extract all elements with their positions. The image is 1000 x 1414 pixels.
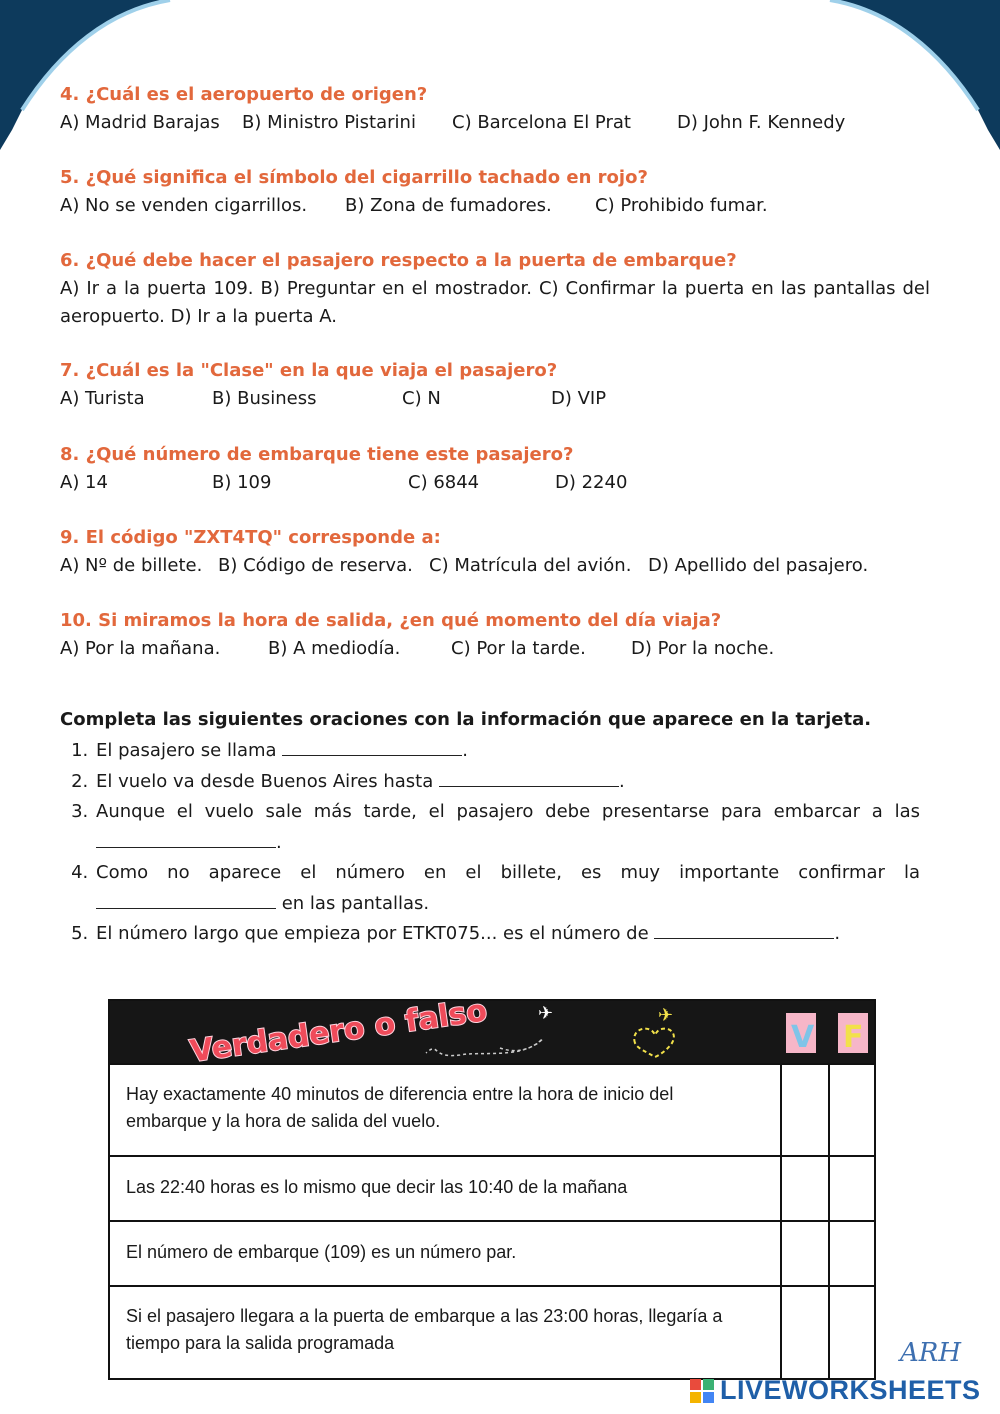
true-checkbox[interactable] (782, 1222, 828, 1285)
signature: ARH (900, 1338, 962, 1368)
complete-list (60, 736, 920, 950)
complete-item (94, 767, 920, 798)
option-c[interactable]: C) Matrícula del avión. (429, 555, 632, 576)
table-row (110, 1155, 874, 1222)
option-c[interactable]: C) Por la tarde. (451, 638, 586, 659)
complete-item (94, 797, 920, 858)
complete-item (94, 736, 920, 767)
table-row (110, 1220, 874, 1287)
question-title: 6. ¿Qué debe hacer el pasajero respecto a la puerta de embarque? (60, 250, 737, 271)
tf-heading: Verdadero o falso (187, 1001, 490, 1063)
option-c[interactable]: C) Barcelona El Prat (452, 112, 631, 133)
false-checkbox[interactable] (830, 1065, 874, 1155)
answer-blank[interactable] (96, 829, 276, 848)
false-checkbox[interactable] (830, 1222, 874, 1285)
true-checkbox[interactable] (782, 1287, 828, 1378)
question-options (60, 192, 930, 220)
option-a[interactable]: A) 14 (60, 472, 108, 493)
question-title: 9. El código "ZXT4TQ" corresponde a: (60, 527, 441, 548)
false-checkbox[interactable] (830, 1287, 874, 1378)
sentence-text: Aunque el vuelo sale más tarde, el pasajero debe presentarse para embarcar a las (96, 801, 920, 822)
option-c[interactable]: C) Prohibido fumar. (595, 195, 768, 216)
option-d[interactable]: D) Apellido del pasajero. (648, 555, 869, 576)
option-a[interactable]: A) No se venden cigarrillos. (60, 195, 308, 216)
table-header (110, 1001, 874, 1063)
answer-blank[interactable] (96, 890, 276, 909)
complete-section (60, 706, 920, 950)
question-title: 10. Si miramos la hora de salida, ¿en qué momento del día viaja? (60, 610, 722, 631)
footer (690, 1372, 990, 1408)
option-d[interactable]: D) Por la noche. (631, 638, 775, 659)
complete-title: Completa las siguientes oraciones con la información que aparece en la tarjeta. (60, 709, 872, 730)
option-d[interactable]: D) 2240 (555, 472, 628, 493)
option-b[interactable]: B) Ministro Pistarini (242, 112, 416, 133)
question-options (60, 469, 930, 497)
complete-item (94, 919, 920, 950)
sentence-text: en las pantallas. (276, 892, 430, 914)
question-title: 4. ¿Cuál es el aeropuerto de origen? (60, 84, 428, 105)
brand-name: LIVEWORKSHEETS (720, 1375, 981, 1405)
answer-blank[interactable] (439, 768, 619, 787)
option-d[interactable]: D) VIP (551, 388, 607, 409)
question-6 (60, 247, 930, 331)
option-a[interactable]: A) Nº de billete. (60, 555, 203, 576)
statement-text: Hay exactamente 40 minutos de diferencia entre la hora de inicio del embarque y la hora de salida del vuelo. (126, 1084, 674, 1131)
question-8 (60, 441, 930, 497)
question-7 (60, 357, 930, 413)
table-row (110, 1063, 874, 1157)
option-a[interactable]: A) Turista (60, 388, 145, 409)
option-d[interactable]: D) John F. Kennedy (677, 112, 846, 133)
statement-text: Las 22:40 horas es lo mismo que decir las 10:40 de la mañana (126, 1177, 628, 1197)
liveworksheets-logo-icon (690, 1379, 714, 1403)
option-c[interactable]: C) N (402, 388, 441, 409)
question-9 (60, 524, 930, 580)
sentence-text: El vuelo va desde Buenos Aires hasta (96, 770, 439, 792)
sentence-text: . (834, 923, 841, 944)
header-art (110, 1001, 874, 1063)
question-5 (60, 164, 930, 220)
option-c[interactable]: C) 6844 (408, 472, 480, 493)
complete-item (94, 858, 920, 919)
option-b[interactable]: B) Código de reserva. (218, 555, 413, 576)
plane-icon: ✈ (538, 1003, 554, 1024)
answer-blank[interactable] (282, 737, 462, 756)
question-title: 5. ¿Qué significa el símbolo del cigarrillo tachado en rojo? (60, 167, 648, 188)
col-true-label: V (791, 1020, 815, 1055)
option-b[interactable]: B) A mediodía. (268, 638, 401, 659)
plane-icon-yellow: ✈ (658, 1005, 674, 1026)
sentence-text: . (276, 831, 282, 853)
question-4 (60, 81, 930, 137)
option-b[interactable]: B) Zona de fumadores. (345, 195, 552, 216)
question-options (60, 552, 930, 580)
question-options (60, 635, 930, 663)
question-options-text[interactable]: A) Ir a la puerta 109. B) Preguntar en el mostrador. C) Confirmar la puerta en las pantallas del aeropuerto. D) Ir a la puerta A. (60, 278, 930, 327)
statement-text: Si el pasajero llegara a la puerta de embarque a las 23:00 horas, llegaría a tiempo para la salida programada (126, 1306, 723, 1353)
question-10 (60, 607, 930, 663)
table-row (110, 1285, 874, 1380)
col-false-label: F (843, 1020, 864, 1055)
question-options (60, 385, 930, 413)
question-options (60, 109, 930, 137)
sentence-text: Como no aparece el número en el billete, es muy importante confirmar la (96, 862, 920, 883)
option-b[interactable]: B) 109 (212, 472, 272, 493)
question-title: 8. ¿Qué número de embarque tiene este pasajero? (60, 444, 574, 465)
option-a[interactable]: A) Madrid Barajas (60, 112, 220, 133)
true-checkbox[interactable] (782, 1065, 828, 1155)
true-checkbox[interactable] (782, 1157, 828, 1220)
answer-blank[interactable] (654, 920, 834, 939)
false-checkbox[interactable] (830, 1157, 874, 1220)
sentence-text: El número largo que empieza por ETKT075... es el número de (96, 923, 655, 944)
question-title: 7. ¿Cuál es la "Clase" en la que viaja el pasajero? (60, 360, 558, 381)
true-false-table (108, 999, 876, 1380)
sentence-text: El pasajero se llama (96, 740, 283, 761)
sentence-text: . (462, 740, 469, 761)
statement-text: El número de embarque (109) es un número par. (126, 1242, 517, 1262)
option-b[interactable]: B) Business (212, 388, 317, 409)
option-a[interactable]: A) Por la mañana. (60, 638, 221, 659)
sentence-text: . (618, 770, 625, 792)
